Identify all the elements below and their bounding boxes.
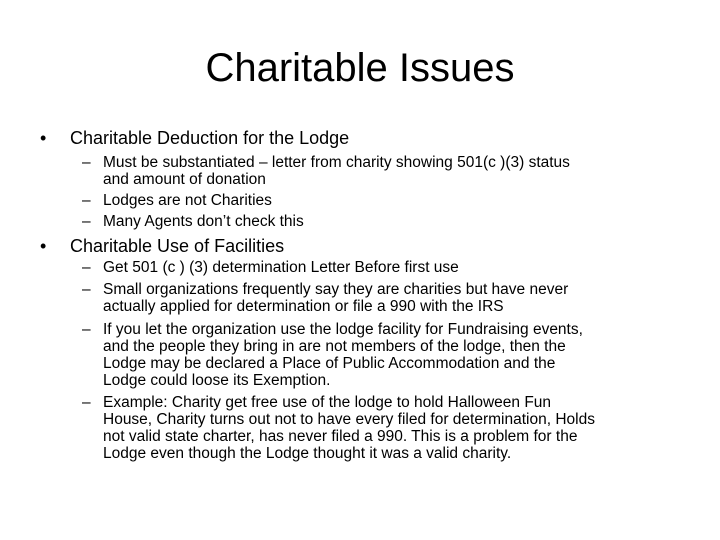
sub-bullet-line: Get 501 (c ) (3) determination Letter Before first use: [103, 259, 459, 276]
sub-bullet-text: [103, 259, 703, 276]
sub-bullet-text: [103, 192, 703, 209]
bullet-text: Charitable Use of Facilities: [70, 236, 285, 256]
sub-bullet-line: Lodges are not Charities: [103, 192, 272, 209]
sub-bullet-line: Many Agents don’t check this: [103, 213, 304, 230]
dash-icon: –: [82, 394, 91, 411]
dash-icon: –: [82, 154, 91, 171]
sub-bullet-line: Example: Charity get free use of the lodge to hold Halloween Fun: [103, 394, 552, 411]
sub-bullet-text: [103, 281, 703, 315]
dash-icon: –: [82, 281, 91, 298]
sub-bullet-line: not valid state charter, has never filed a 990. This is a problem for the: [103, 428, 578, 445]
sub-bullet-line: Small organizations frequently say they are charities but have never: [103, 281, 569, 298]
sub-bullet-text: [103, 394, 703, 462]
dash-icon: –: [82, 259, 91, 276]
sub-bullet-line: Lodge may be declared a Place of Public Accommodation and the: [103, 355, 556, 372]
sub-bullet-line: and the people they bring in are not members of the lodge, then the: [103, 338, 566, 355]
sub-bullet-line: Lodge could loose its Exemption.: [103, 372, 331, 389]
sub-bullet-line: Must be substantiated – letter from charity showing 501(c )(3) status: [103, 154, 570, 171]
sub-bullet-line: and amount of donation: [103, 171, 266, 188]
slide-title: Charitable Issues: [205, 46, 515, 90]
dash-icon: –: [82, 213, 91, 230]
sub-bullet-text: [103, 213, 703, 230]
sub-bullet-line: actually applied for determination or file a 990 with the IRS: [103, 298, 504, 315]
sub-bullet-line: Lodge even though the Lodge thought it was a valid charity.: [103, 445, 512, 462]
sub-bullet-text: [103, 154, 703, 188]
bullet-icon: •: [40, 128, 47, 148]
dash-icon: –: [82, 192, 91, 209]
bullet-icon: •: [40, 236, 47, 256]
bullet-text: Charitable Deduction for the Lodge: [70, 128, 350, 148]
sub-bullet-line: House, Charity turns out not to have every filed for determination, Holds: [103, 411, 595, 428]
sub-bullet-text: [103, 321, 703, 389]
sub-bullet-line: If you let the organization use the lodge facility for Fundraising events,: [103, 321, 583, 338]
dash-icon: –: [82, 321, 91, 338]
